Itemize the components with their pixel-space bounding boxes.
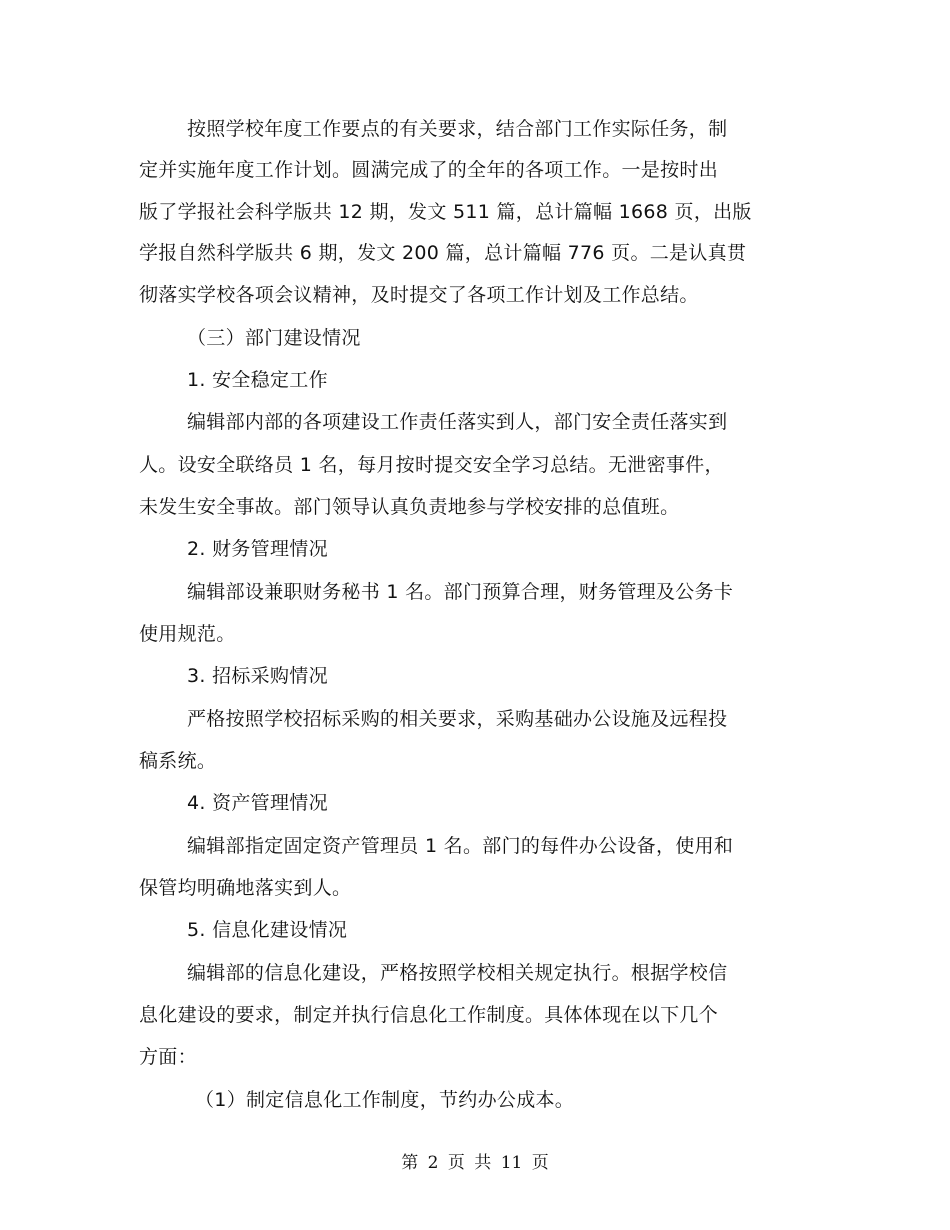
body-text-line: 人。设安全联络员 1 名，每月按时提交安全学习总结。无泄密事件， (139, 454, 724, 476)
body-text-line: 编辑部内部的各项建设工作责任落实到人，部门安全责任落实到 (187, 411, 728, 433)
body-text-line: 使用规范。 (139, 623, 236, 645)
body-text-line: 编辑部设兼职财务秘书 1 名。部门预算合理，财务管理及公务卡 (187, 581, 734, 603)
subsection-heading: 1. 安全稳定工作 (187, 369, 328, 391)
body-text-line: 编辑部指定固定资产管理员 1 名。部门的每件办公设备，使用和 (187, 835, 734, 857)
subsection-heading: 2. 财务管理情况 (187, 538, 328, 560)
body-text-line: 保管均明确地落实到人。 (139, 877, 352, 899)
body-text-line: 版了学报社会科学版共 12 期，发文 511 篇，总计篇幅 1668 页，出版 (139, 201, 752, 223)
body-text-line: 定并实施年度工作计划。圆满完成了的全年的各项工作。一是按时出 (139, 159, 719, 181)
body-text-line: 方面： (139, 1046, 197, 1068)
subsection-heading: 3. 招标采购情况 (187, 665, 328, 687)
subsection-heading: 4. 资产管理情况 (187, 792, 328, 814)
list-item: （1）制定信息化工作制度，节约办公成本。 (195, 1089, 575, 1111)
body-text-line: 编辑部的信息化建设，严格按照学校相关规定执行。根据学校信 (187, 962, 728, 984)
body-text-line: 彻落实学校各项会议精神，及时提交了各项工作计划及工作总结。 (139, 284, 699, 306)
page-footer: 第 2 页 共 11 页 (401, 1153, 549, 1173)
body-text-line: 学报自然科学版共 6 期，发文 200 篇，总计篇幅 776 页。二是认真贯 (139, 242, 747, 264)
section-heading: （三）部门建设情况 (187, 327, 361, 349)
subsection-heading: 5. 信息化建设情况 (187, 919, 348, 941)
body-text-line: 息化建设的要求，制定并执行信息化工作制度。具体体现在以下几个 (139, 1004, 719, 1026)
body-text-line: 严格按照学校招标采购的相关要求，采购基础办公设施及远程投 (187, 708, 728, 730)
body-text-line: 按照学校年度工作要点的有关要求，结合部门工作实际任务，制 (187, 118, 728, 140)
body-text-line: 未发生安全事故。部门领导认真负责地参与学校安排的总值班。 (139, 496, 680, 518)
body-text-line: 稿系统。 (139, 750, 217, 772)
